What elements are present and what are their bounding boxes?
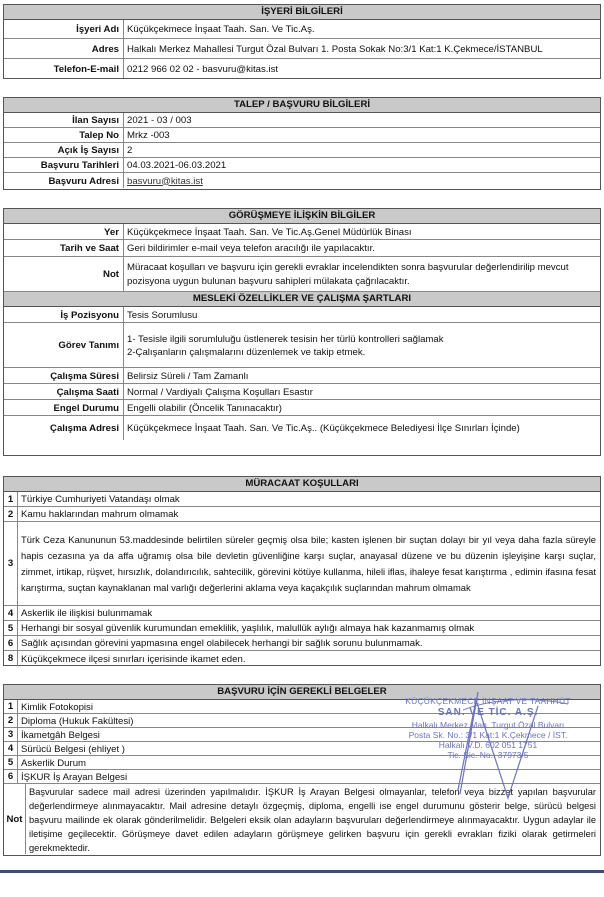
item-number: 6: [4, 636, 18, 650]
label: Telefon-E-mail: [4, 59, 124, 78]
list-item: [4, 651, 600, 666]
email-link[interactable]: basvuru@kitas.ist: [127, 175, 203, 187]
belgeler-header: BAŞVURU İÇİN GEREKLİ BELGELER: [4, 685, 600, 700]
note-text: Başvurular sadece mail adresi üzerinden yapılmalıdır. İŞKUR İş Arayan Belgesi olmayanlar, telefon veya bizzat yapılan başvurular değerlendirmeye alınmayacaktır. Mail adresine detaylı özgeçmiş, diploma, engelli ise engel durumunu gösterir belge, sürücü belgesi başvuru mailinde ek olarak gönderilmelidir. Belgeleri eksik olan adayların başvuruları değerlendirmeye alınmayacaktır. Uygun adaylar ile iletişime geçilecektir. Görüşmeye davet edilen adayların görüşmeye gelirken başvuru için gerekli evrakları fiziki olarak getirmeleri gerekmektedir.: [29, 787, 596, 853]
list-item: [4, 522, 600, 606]
isyeri-row-contact: [4, 59, 600, 78]
label: Engel Durumu: [4, 400, 124, 415]
item-text: Küçükçekmece ilçesi sınırları içerisinde ikamet eden.: [21, 653, 246, 665]
isyeri-header: İŞYERİ BİLGİLERİ: [4, 5, 600, 20]
list-item: [4, 714, 600, 728]
list-item: [4, 700, 600, 714]
value: Müracaat koşulları ve başvuru için gerekli evraklar incelendikten sonra başvurular değerlendirilip mevcut pozisyona uygun bulunan başvuru sahipleri mülakata çağrılacaktır.: [127, 261, 569, 287]
label: İlan Sayısı: [4, 113, 124, 127]
list-item: [4, 492, 600, 507]
value: 04.03.2021-06.03.2021: [127, 160, 227, 171]
isyeri-section: [3, 4, 601, 79]
item-text: Askerlik Durum: [21, 757, 87, 769]
item-text: Türk Ceza Kanununun 53.maddesinde belirtilen süreler geçmiş olsa bile; kasten işlenen bir suçtan dolayı bir yıl veya daha fazla süreyle hapis cezasına ya da affa uğramış olsa bile devletin güvenliğine karşı suçlar, anayasal düzene ve bu düzenin işleyişine karşı suçlar, zimmet, irtikap, rüşvet, hırsızlık, dolandırıcılık, sahtecilik, görevini kötüye kullanma, hileli iflas, ihaleye fesat karıştırma , edimin ifasına fesat karıştırma, suçtan kaynaklanan mal varlığı değerlerini aklama veya kaçakçılık suçlarından mahrum olmamak: [21, 534, 596, 593]
label: Adres: [4, 39, 124, 58]
item-text: Kamu haklarından mahrum olmamak: [21, 509, 179, 520]
value: Tesis Sorumlusu: [127, 309, 198, 321]
stamp-line: Tic. Sic. No.: 37973/5: [447, 750, 529, 760]
label: İşyeri Adı: [4, 20, 124, 38]
item-number: 4: [4, 742, 18, 755]
item-number: 2: [4, 714, 18, 727]
item-number: 6: [4, 770, 18, 783]
note-label: Not: [4, 784, 26, 854]
item-number: 3: [4, 522, 18, 605]
label: Görev Tanımı: [4, 323, 124, 367]
bottom-divider: [0, 870, 604, 873]
label: Not: [4, 257, 124, 291]
value: Küçükçekmece İnşaat Taah. San. Ve Tic.Aş.Genel Müdürlük Binası: [127, 226, 412, 238]
value: Geri bildirimler e-mail veya telefon aracılığı ile yapılacaktır.: [127, 243, 375, 254]
value: Halkalı Merkez Mahallesi Turgut Özal Bulvarı 1. Posta Sokak No:3/1 Kat:1 K.Çekmece/İSTANBUL: [127, 43, 543, 55]
label: Talep No: [4, 128, 124, 142]
isyeri-row-address: [4, 39, 600, 59]
value: Küçükçekmece İnşaat Taah. San. Ve Tic.Aş.: [127, 24, 315, 35]
item-text: Diploma (Hukuk Fakültesi): [21, 715, 134, 727]
value: 0212 966 02 02 - basvuru@kitas.ist: [127, 63, 279, 75]
list-item: [4, 507, 600, 522]
mesleki-row: [4, 307, 600, 323]
list-item: [4, 728, 600, 742]
list-item: [4, 742, 600, 756]
talep-section: [3, 97, 601, 190]
belgeler-note-row: [4, 784, 600, 854]
label: Çalışma Adresi: [4, 416, 124, 440]
gorusme-row: [4, 257, 600, 292]
mesleki-header: MESLEKİ ÖZELLİKLER VE ÇALIŞMA ŞARTLARI: [4, 292, 600, 307]
list-item: [4, 770, 600, 784]
value: Engelli olabilir (Öncelik Tanınacaktır): [127, 402, 282, 414]
muracaat-section: [3, 476, 601, 666]
talep-row: [4, 173, 600, 188]
value: Belirsiz Süreli / Tam Zamanlı: [127, 370, 249, 382]
item-number: 3: [4, 728, 18, 741]
stamp-line: SAN. VE TİC. A.Ş.: [437, 707, 539, 718]
belgeler-section: [3, 684, 601, 856]
value: 1- Tesisle ilgili sorumluluğu üstlenerek tesisin her türlü kontrolleri sağlamak 2-Çalışanların çalışmalarını düzenlemek ve takip etmek.: [127, 333, 444, 358]
stamp-line: Halkalı Merkez Mah. Turgut Özal Bulvarı: [411, 720, 565, 730]
gorusme-row: [4, 240, 600, 257]
label: Açık İş Sayısı: [4, 143, 124, 157]
value: 2021 - 03 / 003: [127, 115, 192, 126]
label: Tarih ve Saat: [4, 240, 124, 256]
list-item: [4, 606, 600, 621]
item-text: İkametgâh Belgesi: [21, 729, 100, 741]
item-text: Herhangi bir sosyal güvenlik kurumundan emeklilik, yaşlılık, malullük aylığı almaya hak kazanmamış olmak: [21, 623, 475, 634]
value: Mrkz -003: [127, 130, 170, 141]
mesleki-row: [4, 400, 600, 416]
muracaat-header: MÜRACAAT KOŞULLARI: [4, 477, 600, 492]
label: Çalışma Saati: [4, 384, 124, 399]
isyeri-row-name: [4, 20, 600, 39]
stamp-line: KÜÇÜKÇEKMECE İNŞAAT VE TAAHHÜT: [405, 696, 571, 706]
item-text: Askerlik ile ilişkisi bulunmamak: [21, 608, 153, 619]
label: Çalışma Süresi: [4, 368, 124, 383]
item-number: 1: [4, 700, 18, 713]
mesleki-row: [4, 368, 600, 384]
item-text: Sağlık açısından görevini yapmasına engel olabilecek herhangi bir sağlık sorunu bulunmamak.: [21, 638, 423, 649]
mesleki-row: [4, 384, 600, 400]
item-text: Kimlik Fotokopisi: [21, 701, 93, 713]
value: 2: [127, 145, 133, 156]
gorusme-row: [4, 224, 600, 240]
item-number: 1: [4, 492, 18, 506]
label: Yer: [4, 224, 124, 239]
talep-row: [4, 143, 600, 158]
label: Başvuru Tarihleri: [4, 158, 124, 172]
item-number: 8: [4, 651, 18, 666]
list-item: [4, 756, 600, 770]
list-item: [4, 621, 600, 636]
item-text: Sürücü Belgesi (ehliyet ): [21, 743, 125, 755]
talep-row: [4, 128, 600, 143]
value: Küçükçekmece İnşaat Taah. San. Ve Tic.Aş.. (Küçükçekmece Belediyesi İlçe Sınırları İçinde): [127, 423, 520, 434]
item-number: 5: [4, 756, 18, 769]
stamp-line: Posta Sk. No.: 3/1 Kat:1 K.Çekmece / İST.: [408, 730, 568, 740]
item-text: İŞKUR İş Arayan Belgesi: [21, 771, 128, 783]
talep-row: [4, 113, 600, 128]
label: Başvuru Adresi: [4, 173, 124, 188]
label: İş Pozisyonu: [4, 307, 124, 322]
talep-row: [4, 158, 600, 173]
mesleki-row: [4, 323, 600, 368]
item-number: 5: [4, 621, 18, 635]
mesleki-row: [4, 416, 600, 440]
item-number: 2: [4, 507, 18, 521]
item-text: Türkiye Cumhuriyeti Vatandaşı olmak: [21, 494, 180, 505]
item-number: 4: [4, 606, 18, 620]
list-item: [4, 636, 600, 651]
talep-header: TALEP / BAŞVURU BİLGİLERİ: [4, 98, 600, 113]
stamp-line: Halkalı V.D. 602 051 1751: [438, 740, 538, 750]
gorusme-section: [3, 208, 601, 456]
gorusme-header: GÖRÜŞMEYE İLİŞKİN BİLGİLER: [4, 209, 600, 224]
value: Normal / Vardiyalı Çalışma Koşulları Esastır: [127, 386, 313, 398]
